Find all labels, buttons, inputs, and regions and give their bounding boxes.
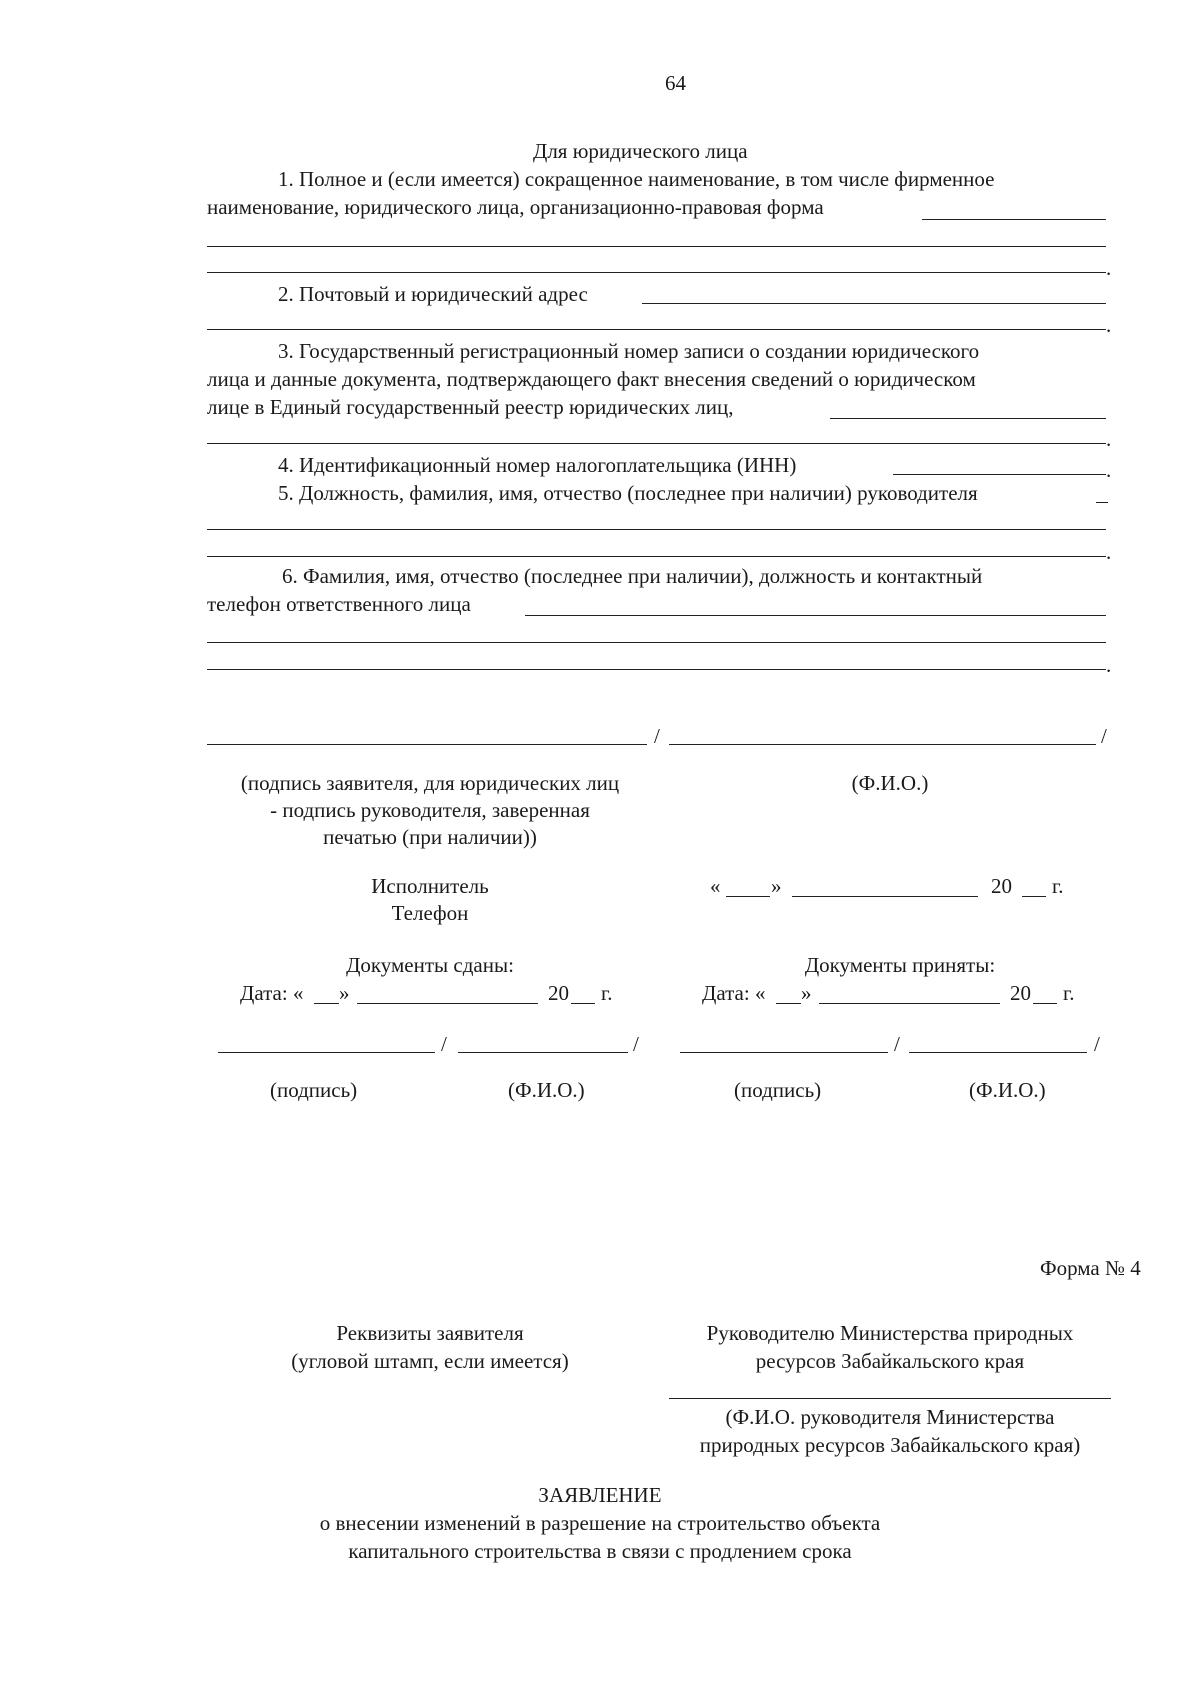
- item-6-line-2: телефон ответственного лица: [207, 592, 471, 616]
- item-5-fill-line-2[interactable]: [207, 529, 1106, 530]
- submitted-fio-caption: (Ф.И.О.): [508, 1078, 585, 1102]
- accepted-fio-caption: (Ф.И.О.): [969, 1078, 1046, 1102]
- item-3-fill-line-2[interactable]: [207, 443, 1106, 444]
- accepted-year-suffix: г.: [1063, 981, 1075, 1005]
- applicant-signature-caption-2: - подпись руководителя, заверенная: [270, 798, 590, 822]
- executor-year-suffix: г.: [1052, 874, 1064, 898]
- slash-separator: /: [633, 1032, 639, 1056]
- period-mark: .: [1106, 313, 1112, 337]
- submitted-date-label: Дата: «: [240, 981, 304, 1005]
- period-mark: .: [1106, 427, 1112, 451]
- item-3-line-3: лице в Единый государственный реестр юридических лиц,: [207, 395, 734, 419]
- documents-submitted-title: Документы сданы:: [346, 953, 514, 977]
- accepted-fio-line[interactable]: [909, 1052, 1087, 1053]
- documents-accepted-title: Документы приняты:: [804, 953, 996, 977]
- item-3-line-2: лица и данные документа, подтверждающего факт внесения сведений о юридическом: [207, 367, 976, 391]
- accepted-date-label: Дата: «: [702, 981, 766, 1005]
- inn-fill-line[interactable]: [893, 474, 1106, 475]
- item-3-line-1: 3. Государственный регистрационный номер записи о создании юридического: [278, 339, 980, 363]
- page-number: 64: [665, 71, 686, 95]
- accepted-year-line[interactable]: [1033, 1003, 1057, 1004]
- submitted-day-line[interactable]: [314, 1003, 339, 1004]
- accepted-day-line[interactable]: [776, 1003, 801, 1004]
- document-title: ЗАЯВЛЕНИЕ: [538, 1483, 662, 1507]
- addressee-line-2: ресурсов Забайкальского края: [755, 1349, 1025, 1373]
- fio-caption: (Ф.И.О.): [851, 771, 929, 795]
- applicant-fio-line[interactable]: [669, 744, 1096, 745]
- period-mark: .: [1106, 256, 1112, 280]
- item-2-label: 2. Почтовый и юридический адрес: [278, 282, 588, 306]
- slash-separator: /: [654, 724, 660, 748]
- item-1-fill-line-2[interactable]: [207, 246, 1106, 247]
- applicant-signature-caption-3: печатью (при наличии)): [323, 825, 537, 849]
- executor-day-line[interactable]: [726, 896, 770, 897]
- executor-year-prefix: 20: [991, 874, 1012, 898]
- submitted-signature-caption: (подпись): [270, 1078, 358, 1102]
- accepted-date-close-quote: »: [801, 981, 812, 1005]
- minister-fio-line[interactable]: [669, 1398, 1111, 1399]
- addressee-caption-2: природных ресурсов Забайкальского края): [699, 1433, 1081, 1457]
- addressee-line-1: Руководителю Министерства природных: [706, 1321, 1074, 1345]
- accepted-signature-line[interactable]: [680, 1052, 888, 1053]
- slash-separator: /: [1101, 724, 1107, 748]
- applicant-requisites-line-1: Реквизиты заявителя: [336, 1321, 524, 1345]
- executor-label: Исполнитель: [371, 874, 489, 898]
- executor-phone-label: Телефон: [391, 901, 469, 925]
- submitted-month-line[interactable]: [357, 1003, 538, 1004]
- item-3-fill-line[interactable]: [830, 418, 1106, 419]
- executor-month-line[interactable]: [792, 896, 978, 897]
- accepted-signature-caption: (подпись): [734, 1078, 822, 1102]
- period-mark: .: [1106, 653, 1112, 677]
- submitted-signature-line[interactable]: [218, 1052, 435, 1053]
- accepted-year-prefix: 20: [1010, 981, 1031, 1005]
- submitted-date-close-quote: »: [339, 981, 350, 1005]
- submitted-year-suffix: г.: [601, 981, 613, 1005]
- document-subtitle-1: о внесении изменений в разрешение на строительство объекта: [319, 1511, 881, 1535]
- item-1-fill-line-3[interactable]: [207, 272, 1106, 273]
- form-number: Форма № 4: [1040, 1256, 1141, 1280]
- section-heading: Для юридического лица: [533, 139, 748, 163]
- item-6-fill-line[interactable]: [525, 615, 1106, 616]
- item-5-fill-line-3[interactable]: [207, 556, 1106, 557]
- item-2-fill-line-2[interactable]: [207, 329, 1106, 330]
- item-6-line-1: 6. Фамилия, имя, отчество (последнее при наличии), должность и контактный: [282, 564, 983, 588]
- item-4-label: 4. Идентификационный номер налогоплательщика (ИНН): [278, 453, 797, 477]
- applicant-signature-line[interactable]: [207, 744, 647, 745]
- period-mark: .: [1106, 458, 1112, 482]
- period-mark: .: [1106, 540, 1112, 564]
- submitted-year-line[interactable]: [571, 1003, 595, 1004]
- applicant-requisites-line-2: (угловой штамп, если имеется): [291, 1349, 569, 1373]
- item-6-fill-line-3[interactable]: [207, 669, 1106, 670]
- applicant-signature-caption-1: (подпись заявителя, для юридических лиц: [240, 771, 620, 795]
- submitted-fio-line[interactable]: [458, 1052, 628, 1053]
- item-1-fill-line[interactable]: [922, 219, 1106, 220]
- executor-date-close-quote: »: [771, 874, 782, 898]
- executor-date-open-quote: «: [710, 874, 721, 898]
- item-5-fill-line[interactable]: [1096, 502, 1108, 503]
- executor-year-line[interactable]: [1022, 896, 1046, 897]
- addressee-caption-1: (Ф.И.О. руководителя Министерства: [725, 1405, 1055, 1429]
- accepted-month-line[interactable]: [819, 1003, 1000, 1004]
- submitted-year-prefix: 20: [548, 981, 569, 1005]
- document-subtitle-2: капитального строительства в связи с продлением срока: [348, 1539, 852, 1563]
- item-1-line-1: 1. Полное и (если имеется) сокращенное наименование, в том числе фирменное: [278, 167, 995, 191]
- item-1-line-2: наименование, юридического лица, организационно-правовая форма: [207, 195, 824, 219]
- item-6-fill-line-2[interactable]: [207, 642, 1106, 643]
- item-2-fill-line[interactable]: [642, 303, 1106, 304]
- slash-separator: /: [1094, 1032, 1100, 1056]
- slash-separator: /: [894, 1032, 900, 1056]
- item-5-label: 5. Должность, фамилия, имя, отчество (последнее при наличии) руководителя: [278, 481, 978, 505]
- slash-separator: /: [441, 1032, 447, 1056]
